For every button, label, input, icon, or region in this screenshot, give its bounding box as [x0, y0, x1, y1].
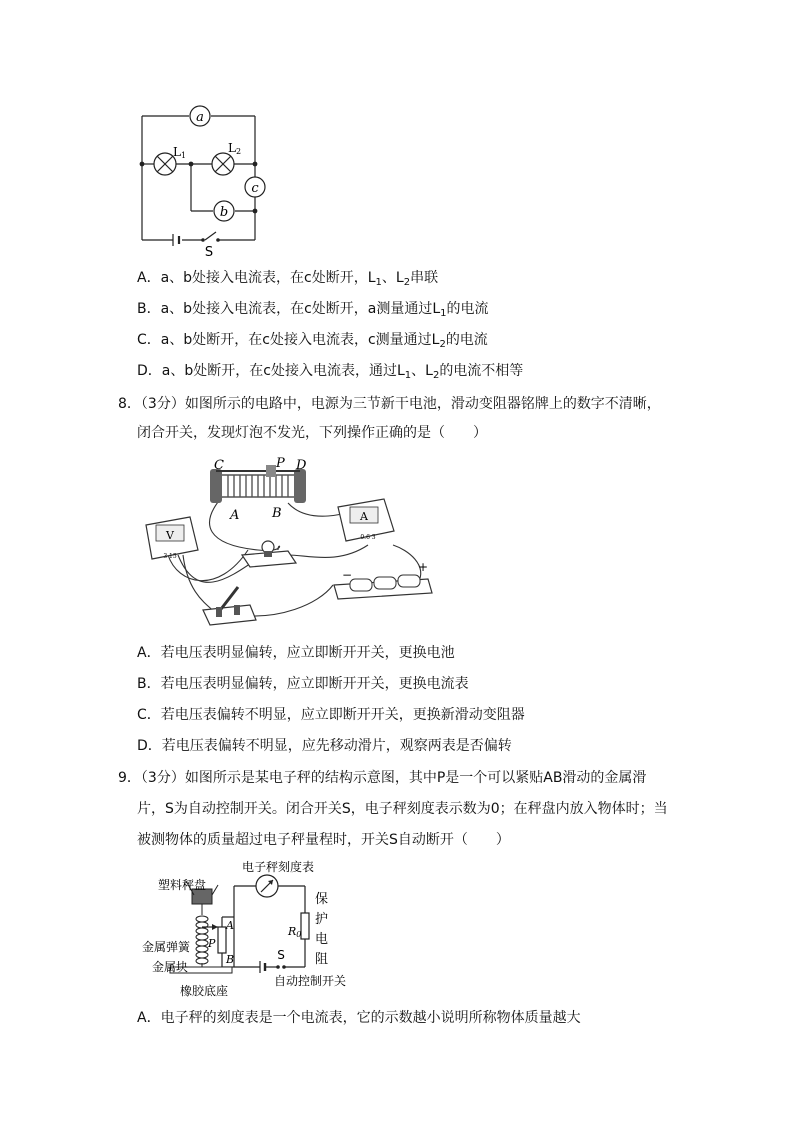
svg-text:保: 保 — [315, 892, 329, 907]
battery-minus: − — [342, 568, 353, 582]
q8-circuit-illustration — [138, 455, 438, 635]
switch-s-label: S — [204, 245, 214, 258]
ammeter-terminals: 0.6 3 — [360, 534, 376, 541]
q8-option-a: A．若电压表明显偏转，应立即断开开关，更换电池 — [137, 645, 455, 661]
lamp-l1-label: L1 — [173, 145, 187, 160]
voltmeter-label: V — [166, 529, 174, 542]
q7-option-c: C．a、b处断开，在c处接入电流表，c测量通过$L_2$的电流 — [137, 332, 488, 350]
meter-a-label: a — [196, 110, 204, 125]
lamp-l2-label: L2 — [228, 141, 242, 156]
q8-stem-line2: 闭合开关，发现灯泡不发光，下列操作正确的是（ ） — [137, 425, 487, 441]
base-label: 橡胶底座 — [180, 984, 229, 998]
q7-option-a: A．a、b处接入电流表，在c处断开，$L_1$、$L_2$串联 — [137, 270, 439, 288]
svg-text:阻: 阻 — [315, 952, 329, 967]
ab-label-a: A — [226, 919, 234, 932]
auto-switch-label: 自动控制开关 — [273, 974, 347, 988]
svg-text:护: 护 — [315, 912, 329, 927]
rheostat — [210, 465, 306, 503]
q9-electronic-scale-diagram — [140, 855, 370, 1005]
meter-b — [214, 201, 234, 221]
meter-c-label: c — [251, 181, 259, 196]
q8-option-b: B．若电压表明显偏转，应立即断开开关，更换电流表 — [137, 676, 469, 692]
svg-text:电: 电 — [315, 932, 329, 947]
scale-meter-icon — [256, 875, 278, 897]
q9-stem-line2: 片，S为自动控制开关。闭合开关S，电子秤刻度表示数为0；在秤盘内放入物体时；当 — [137, 801, 668, 817]
battery-plus: + — [418, 560, 429, 574]
q9-switch-s: S — [277, 948, 285, 962]
voltmeter-terminals: 3 15 — [163, 553, 177, 560]
voltmeter — [146, 517, 198, 560]
rheostat-label-p: P — [276, 456, 285, 471]
q9-stem-line1: 9．（3分）如图所示是某电子秤的结构示意图，其中P是一个可以紧贴AB滑动的金属滑 — [118, 770, 647, 786]
spring-label: 金属弹簧 — [142, 940, 191, 954]
metal-block-label: 金属块 — [152, 960, 189, 974]
q9-stem-line3: 被测物体的质量超过电子秤量程时，开关S自动断开（ ） — [137, 832, 510, 848]
rheostat-label-c: C — [214, 458, 224, 473]
q7-circuit-diagram — [130, 98, 270, 258]
q8-option-d: D．若电压表偏转不明显，应先移动滑片，观察两表是否偏转 — [137, 738, 512, 754]
r0-label: R0 — [288, 925, 302, 939]
slider-p-label: P — [208, 937, 216, 950]
ab-resistor — [218, 927, 226, 953]
q8-option-c: C．若电压表偏转不明显，应立即断开开关，更换新滑动变阻器 — [137, 707, 525, 723]
q7-option-b: B．a、b处接入电流表，在c处断开，a测量通过$L_1$的电流 — [137, 301, 489, 319]
ammeter-label: A — [360, 510, 368, 523]
q8-stem-line1: 8．（3分）如图所示的电路中，电源为三节新干电池，滑动变阻器铭牌上的数字不清晰， — [118, 396, 661, 412]
rheostat-label-b: B — [272, 506, 282, 521]
resistor-label — [315, 892, 328, 967]
meter-a — [190, 106, 210, 126]
r0-resistor — [301, 913, 309, 939]
knife-switch — [203, 587, 256, 625]
lamp-l2 — [212, 153, 234, 175]
q7-option-d: D．a、b处断开，在c处接入电流表，通过$L_1$、$L_2$的电流不相等 — [137, 363, 524, 381]
q9-option-a: A．电子秤的刻度表是一个电流表，它的示数越小说明所称物体质量越大 — [137, 1010, 581, 1026]
meter-c — [245, 177, 265, 197]
scale-meter-label: 电子秤刻度表 — [241, 860, 315, 874]
ab-label-b: B — [226, 953, 235, 966]
pan-label: 塑料秤盘 — [158, 878, 207, 892]
ammeter — [338, 499, 394, 541]
rheostat-label-a: A — [230, 508, 240, 523]
meter-b-label: b — [219, 205, 229, 220]
bulb-holder — [242, 541, 296, 567]
rheostat-label-d: D — [296, 458, 307, 473]
